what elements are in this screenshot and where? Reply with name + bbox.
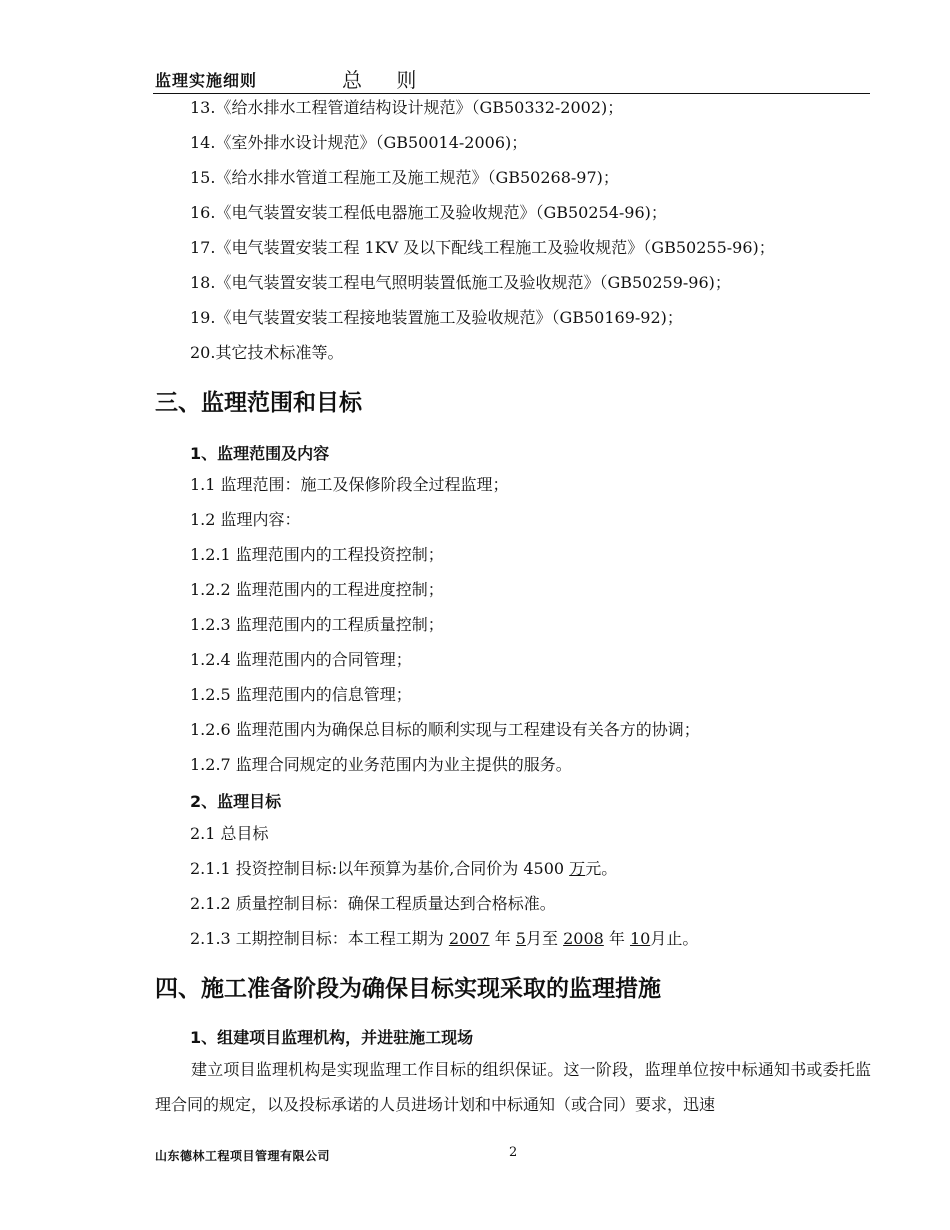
list-item: 1.2.6 监理范围内为确保总目标的顺利实现与工程建设有关各方的协调； [190,720,700,739]
goal-schedule: 2.1.3 工期控制目标：本工程工期为 2007 年 5月至 2008 年 10月止。 [190,929,699,948]
list-item: 14.《室外排水设计规范》（GB50014-2006)； [190,133,528,152]
goal-overall: 2.1 总目标 [190,824,269,843]
list-item: 17.《电气装置安装工程 1KV 及以下配线工程施工及验收规范》（GB50255-96)； [190,238,775,257]
header-rule [153,93,870,94]
list-item: 16.《电气装置安装工程低电器施工及验收规范》（GB50254-96)； [190,203,667,222]
goal-quality: 2.1.2 质量控制目标：确保工程质量达到合格标准。 [190,894,556,913]
section-4-sub1-heading: 1、组建项目监理机构，并进驻施工现场 [190,1028,474,1047]
list-item: 1.2 监理内容： [190,510,301,529]
section-3-heading: 三、监理范围和目标 [155,390,362,416]
list-item: 13.《给水排水工程管道结构设计规范》（GB50332-2002)； [190,98,624,117]
list-item: 1.2.1 监理范围内的工程投资控制； [190,545,444,564]
footer-company: 山东德林工程项目管理有限公司 [155,1149,331,1163]
section-3-sub1-heading: 1、监理范围及内容 [190,444,330,463]
list-item: 18.《电气装置安装工程电气照明装置低施工及验收规范》（GB50259-96)； [190,273,731,292]
list-item: 1.2.7 监理合同规定的业务范围内为业主提供的服务。 [190,755,572,774]
list-item: 1.2.2 监理范围内的工程进度控制； [190,580,444,599]
list-item: 15.《给水排水管道工程施工及施工规范》（GB50268-97)； [190,168,619,187]
goal-investment: 2.1.1 投资控制目标:以年预算为基价,合同价为 4500 万元。 [190,859,618,878]
section-3-sub2-heading: 2、监理目标 [190,792,282,811]
section-4-heading: 四、施工准备阶段为确保目标实现采取的监理措施 [155,976,661,1002]
list-item: 20.其它技术标准等。 [190,343,344,362]
header-title: 监理实施细则 [155,71,258,90]
list-item: 1.2.5 监理范围内的信息管理； [190,685,412,704]
list-item: 1.2.3 监理范围内的工程质量控制； [190,615,444,634]
list-item: 1.1 监理范围：施工及保修阶段全过程监理； [190,475,509,494]
list-item: 1.2.4 监理范围内的合同管理； [190,650,412,669]
page-number: 2 [509,1145,518,1160]
list-item: 19.《电气装置安装工程接地装置施工及验收规范》（GB50169-92)； [190,308,683,327]
header-section: 总 则 [342,68,431,92]
section-4-paragraph: 建立项目监理机构是实现监理工作目标的组织保证。这一阶段，监理单位按中标通知书或委托监理合同的规定，以及投标承诺的人员进场计划和中标通知（或合同）要求，迅速 [155,1060,871,1114]
